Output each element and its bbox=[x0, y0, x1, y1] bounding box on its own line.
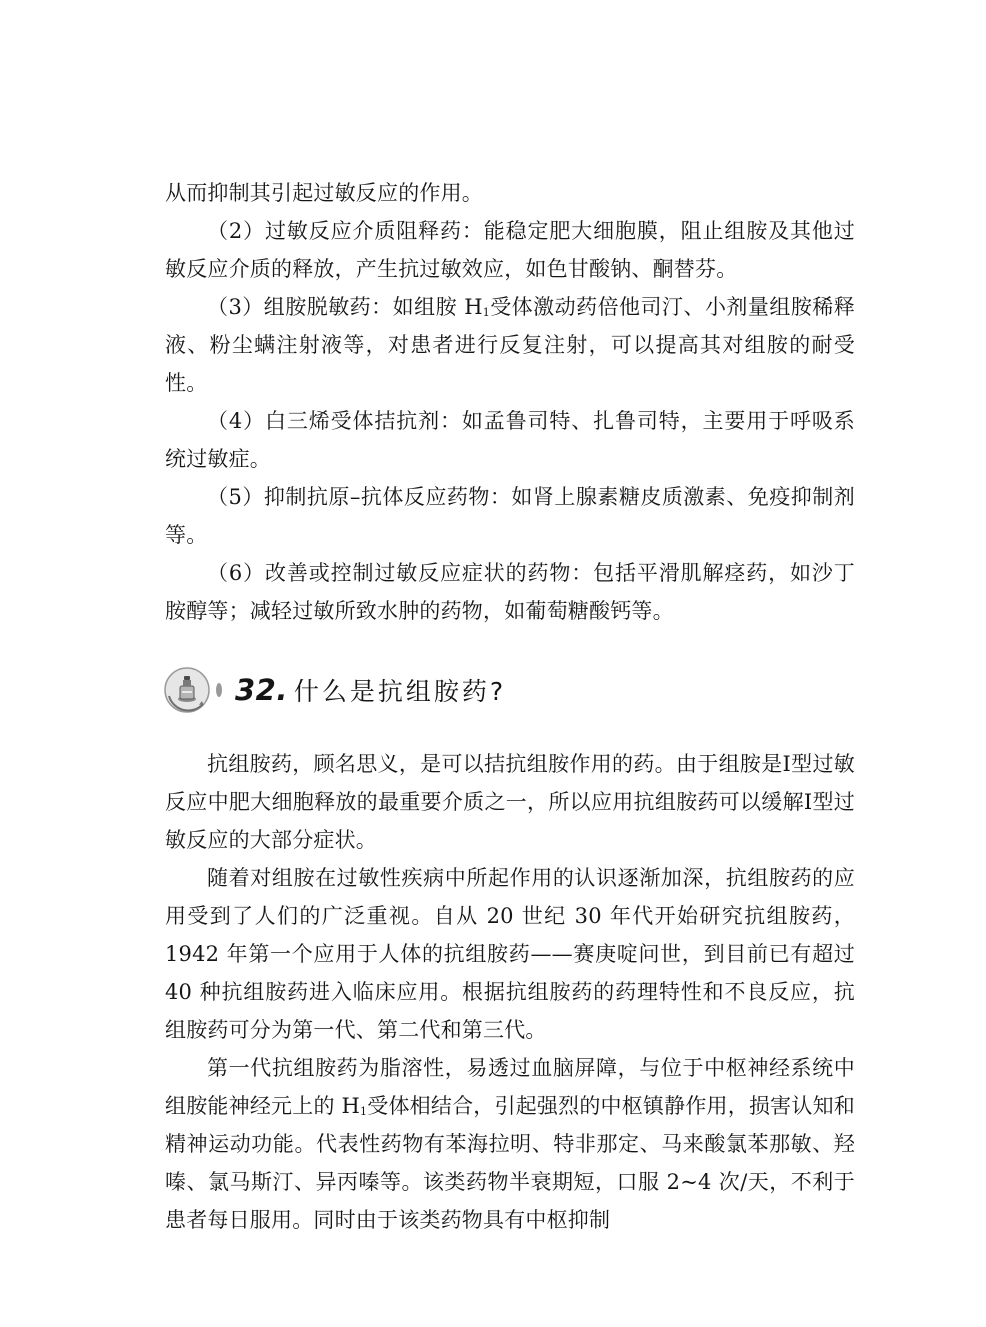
paragraph-item-5: （5）抑制抗原–抗体反应药物：如肾上腺素糖皮质激素、免疫抑制剂等。 bbox=[165, 485, 855, 547]
question-title: 什么是抗组胺药? bbox=[293, 677, 507, 706]
paragraph-first-generation-part1: 第一代抗组胺药为脂溶性，易透过血脑屏障，与位于中枢神经系统中组胺能神经元上的 H bbox=[165, 1056, 855, 1118]
medicine-bottle-icon bbox=[163, 666, 211, 714]
paragraph-first-generation-part2: 受体相结合，引起强烈的中枢镇静作用，损害认知和精神运动功能。代表性药物有苯海拉明、特非那定、马来酸氯苯那敏、羟嗪、氯马斯汀、异丙嗪等。该类药物半衰期短，口服 2~4 次/天，不利于患者每日服用。同时由于该类药物具有中枢抑制 bbox=[165, 1094, 855, 1232]
paragraph-antihistamine-intro: 抗组胺药，顾名思义，是可以拮抗组胺作用的药。由于组胺是Ⅰ型过敏反应中肥大细胞释放的最重要介质之一，所以应用抗组胺药可以缓解Ⅰ型过敏反应的大部分症状。 bbox=[165, 752, 855, 852]
top-text-section bbox=[165, 174, 855, 630]
paragraph-item-2: （2）过敏反应介质阻释药：能稳定肥大细胞膜，阻止组胺及其他过敏反应介质的释放，产生抗过敏效应，如色甘酸钠、酮替芬。 bbox=[165, 219, 855, 281]
subscript-1: 1 bbox=[360, 1105, 368, 1118]
paragraph-item-3-part1: （3）组胺脱敏药：如组胺 H bbox=[207, 295, 483, 319]
heading-separator-icon bbox=[215, 682, 223, 698]
paragraph-item-4: （4）白三烯受体拮抗剂：如孟鲁司特、扎鲁司特，主要用于呼吸系统过敏症。 bbox=[165, 409, 855, 471]
paragraph-first-generation bbox=[165, 1049, 855, 1239]
subscript-1: 1 bbox=[482, 306, 490, 319]
paragraph-continuation: 从而抑制其引起过敏反应的作用。 bbox=[165, 181, 483, 205]
bottom-text-section bbox=[165, 745, 855, 1239]
paragraph-antihistamine-history: 随着对组胺在过敏性疾病中所起作用的认识逐渐加深，抗组胺药的应用受到了人们的广泛重视。自从 20 世纪 30 年代开始研究抗组胺药，1942 年第一个应用于人体的抗组胺药——赛庚啶问世，到目前已有超过 40 种抗组胺药进入临床应用。根据抗组胺药的药理特性和不良反应，抗组胺药可分为第一代、第二代和第三代。 bbox=[165, 866, 855, 1042]
section-heading bbox=[163, 662, 863, 718]
paragraph-item-6: （6）改善或控制过敏反应症状的药物：包括平滑肌解痉药，如沙丁胺醇等；减轻过敏所致水肿的药物，如葡萄糖酸钙等。 bbox=[165, 561, 855, 623]
paragraph-item-3 bbox=[165, 288, 855, 402]
paragraph-item-3-part2: 受体激动药倍他司汀、小剂量组胺稀释液、粉尘螨注射液等，对患者进行反复注射，可以提高其对组胺的耐受性。 bbox=[165, 295, 855, 395]
question-number: 32. bbox=[235, 673, 288, 707]
